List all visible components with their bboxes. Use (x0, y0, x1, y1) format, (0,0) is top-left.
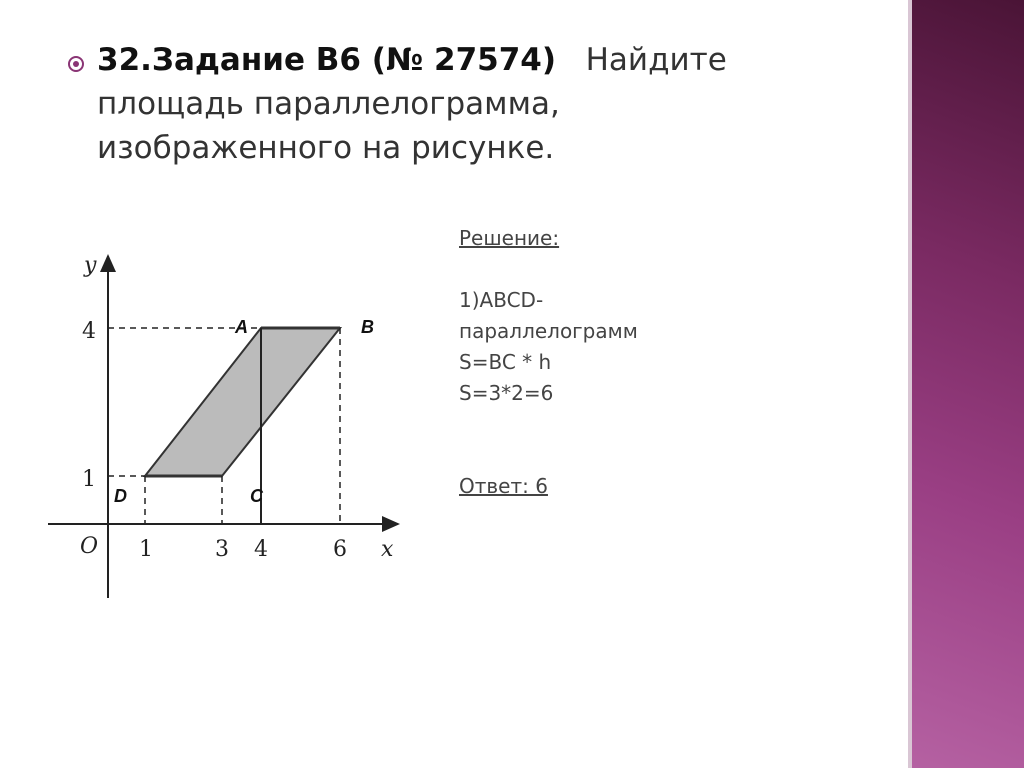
title-task-text: Найдите площадь параллелограмма, изображенного на рисунке. (97, 42, 727, 166)
x-tick-label: 6 (333, 537, 347, 562)
x-tick-label: 3 (215, 537, 229, 562)
solution-title: Решение: (459, 226, 560, 250)
solution-line-4: S=3*2=6 (459, 381, 554, 405)
decorative-side-bar (912, 0, 1024, 768)
parallelogram-shape (145, 328, 340, 476)
solution-line-3: S=BC * h (459, 350, 552, 374)
y-tick-label: 4 (82, 319, 96, 344)
x-tick-label: 4 (254, 537, 268, 562)
y-axis-label: y (84, 253, 97, 278)
x-axis-label: x (381, 537, 394, 562)
solution-line-1: 1)ABCD- (459, 288, 544, 312)
origin-label: O (80, 534, 99, 559)
parallelogram-figure (0, 0, 430, 620)
x-tick-label: 1 (139, 537, 153, 562)
y-tick-label: 1 (82, 467, 96, 492)
vertex-label-b: B (361, 317, 374, 337)
solution-line-2: параллелограмм (459, 319, 638, 343)
vertex-label-a: A (235, 317, 248, 337)
vertex-label-c: C (250, 486, 263, 506)
solution-answer: Ответ: 6 (459, 474, 548, 498)
vertex-label-d: D (114, 486, 127, 506)
title-task-number: 32.Задание B6 (№ 27574) (97, 42, 557, 78)
solution-block (459, 223, 739, 502)
